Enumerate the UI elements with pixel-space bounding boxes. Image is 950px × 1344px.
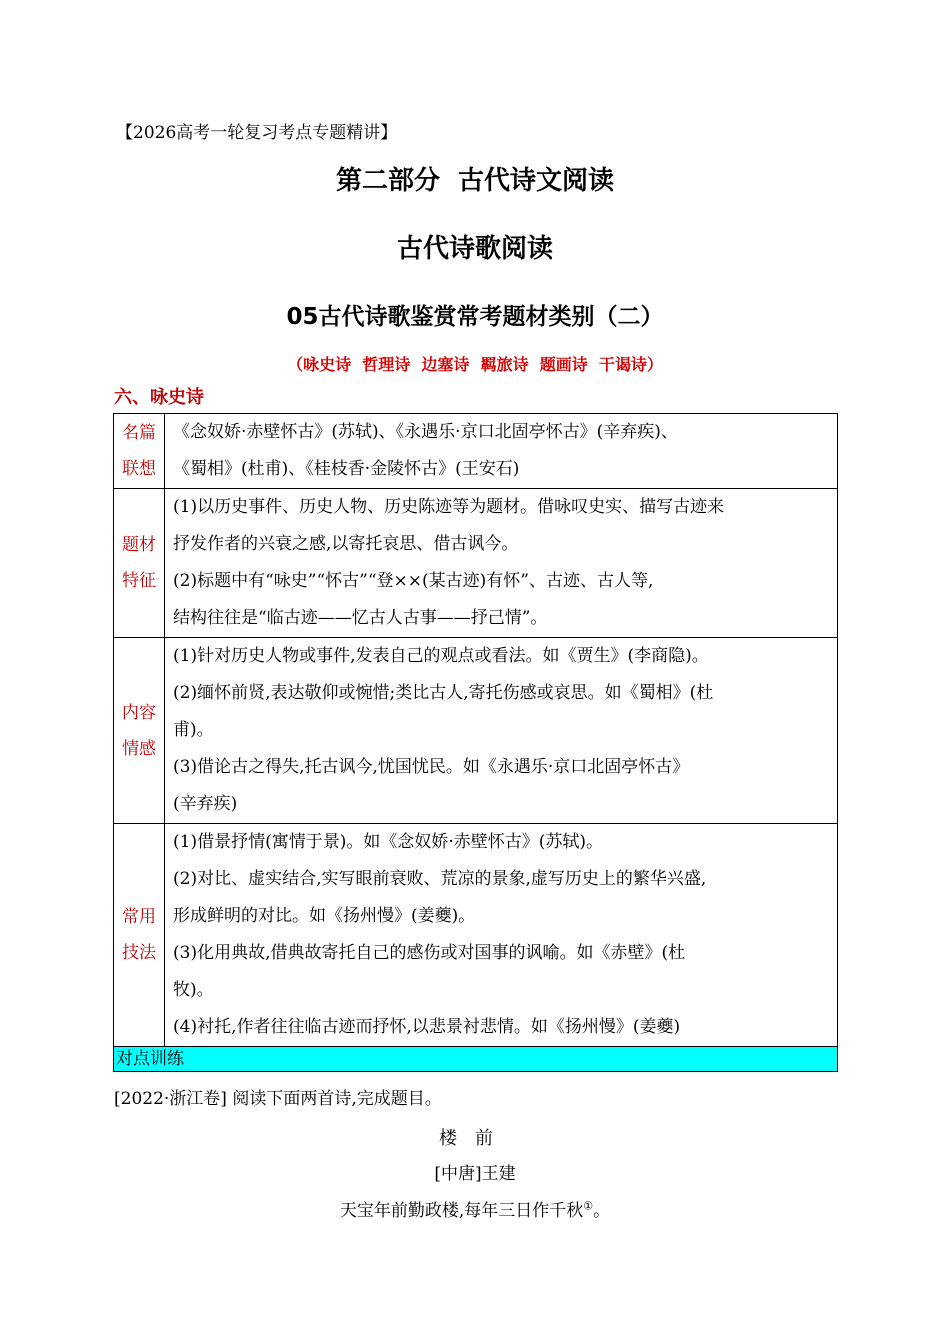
exam-prompt: [2022·浙江卷] 阅读下面两首诗,完成题目。 [114,1089,442,1109]
row-label-line: 联想 [122,459,156,479]
content-line: (4)衬托,作者往往临古迹而抒怀,以悲景衬悲情。如《扬州慢》(姜夔) [173,1017,681,1037]
row-label [114,824,165,1047]
content-line: (2)标题中有“咏史”“怀古”“登××(某古迹)有怀”、古迹、古人等, [173,571,654,591]
section-title: 古代诗歌阅读 [396,234,553,264]
row-label [114,638,165,824]
content-line: (1)针对历史人物或事件,发表自己的观点或看法。如《贾生》(李商隐)。 [173,646,709,666]
topic-subtitle: （咏史诗 哲理诗 边塞诗 羁旅诗 题画诗 干谒诗） [287,355,663,374]
content-line: 《蜀相》(杜甫)、《桂枝香·金陵怀古》(王安石) [173,459,520,479]
row-content [165,824,838,1047]
row-label-line: 题材 [122,535,156,555]
row-label-line: 名篇 [122,423,156,443]
row-label-line: 常用 [122,907,156,927]
content-line: 《念奴娇·赤壁怀古》(苏轼)、《永遇乐·京口北固亭怀古》(辛弃疾)、 [173,422,678,442]
row-content [165,638,838,824]
table-row [114,414,838,489]
table-row [114,824,838,1047]
content-line: (辛弃疾) [173,794,238,814]
training-label: 对点训练 [114,1047,838,1072]
content-line: (2)对比、虚实结合,实写眼前衰败、荒凉的景象,虚写历史上的繁华兴盛, [173,869,707,889]
content-line: (3)借论古之得失,托古讽今,忧国忧民。如《永遇乐·京口北固亭怀古》 [173,757,690,777]
content-line: 抒发作者的兴衰之感,以寄托哀思、借古讽今。 [173,534,519,554]
poetry-table [113,413,838,1072]
row-label [114,414,165,489]
content-line: 牧)。 [173,980,214,1000]
row-content [165,414,838,489]
poem-author: [中唐]王建 [434,1164,516,1184]
header-tag: 【2026高考一轮复习考点专题精讲】 [116,123,398,143]
table-row [114,489,838,638]
row-label-line: 特征 [122,571,156,591]
row-content [165,489,838,638]
content-line: 结构往往是“临古迹——忆古人古事——抒己情”。 [173,608,548,628]
poem-title: 楼前 [439,1128,511,1149]
content-line: 甫)。 [173,720,214,740]
content-line: (1)借景抒情(寓情于景)。如《念奴娇·赤壁怀古》(苏轼)。 [173,832,604,852]
poem-line-text: 天宝年前勤政楼,每年三日作千秋 [339,1201,584,1221]
section-heading: 六、咏史诗 [114,387,204,408]
row-label-line: 内容 [122,702,156,723]
training-row [114,1047,838,1072]
poem-line-end: 。 [593,1201,611,1221]
footnote-mark: ① [583,1199,594,1213]
row-label-line: 技法 [122,943,156,963]
lesson-title: 05古代诗歌鉴赏常考题材类别（二） [286,304,664,330]
content-line: (2)缅怀前贤,表达敬仰或惋惜;类比古人,寄托伤感或哀思。如《蜀相》(杜 [173,683,714,703]
content-line: 形成鲜明的对比。如《扬州慢》(姜夔)。 [173,906,476,926]
row-label [114,489,165,638]
content-line: (1)以历史事件、历史人物、历史陈迹等为题材。借咏叹史实、描写古迹来 [173,497,725,517]
part-title: 第二部分 古代诗文阅读 [335,166,615,196]
row-label-line: 情感 [122,738,156,759]
table-row [114,638,838,824]
poem-line [0,1196,950,1221]
content-line: (3)化用典故,借典故寄托自己的感伤或对国事的讽喻。如《赤壁》(杜 [173,943,686,963]
